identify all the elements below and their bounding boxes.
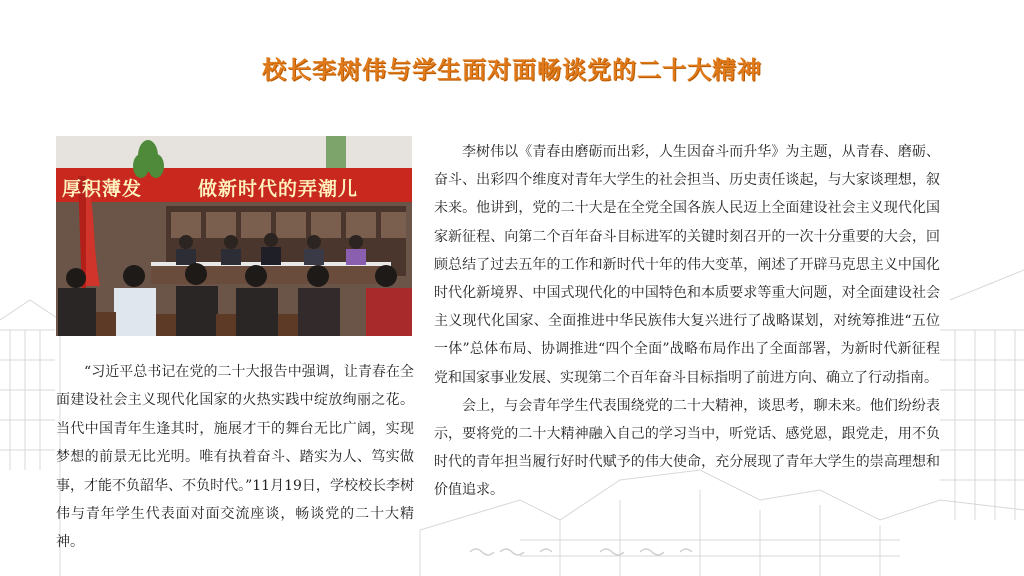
- meeting-photo: [56, 136, 412, 336]
- right-paragraph-1: 李树伟以《青春由磨砺而出彩，人生因奋斗而升华》为主题，从青春、磨砺、奋斗、出彩四个维度对青年大学生的社会担当、历史责任谈起，与大家谈理想，叙未来。他讲到，党的二十大是在全党全国各族人民迈上全面建设社会主义现代化国家新征程、向第二个百年奋斗目标进军的关键时刻召开的一次十分重要的大会，回顾总结了过去五年的工作和新时代十年的伟大变革，阐述了开辟马克思主义中国化时代化新境界、中国式现代化的中国特色和本质要求等重大问题，对全面建设社会主义现代化国家、全面推进中华民族伟大复兴进行了战略谋划，对统筹推进“五位一体”总体布局、协调推进“四个全面”战略布局作出了全面部署，为新时代新征程党和国家事业发展、实现第二个百年奋斗目标指明了前进方向、确立了行动指南。: [434, 144, 940, 386]
- slide-title: 校长李树伟与学生面对面畅谈党的二十大精神: [262, 56, 762, 84]
- banner-text-left: 厚积薄发: [62, 178, 143, 200]
- right-paragraph-2: 会上，与会青年学生代表围绕党的二十大精神，谈思考，聊未来。他们纷纷表示，要将党的二十大精神融入自己的学习当中，听党话、感党恩，跟党走，用不负时代的青年担当履行好时代赋予的伟大使命，充分展现了青年大学生的崇高理想和价值追求。: [434, 397, 940, 499]
- banner-text-right: 做新时代的弄潮儿: [198, 178, 359, 200]
- left-paragraph: “习近平总书记在党的二十大报告中强调，让青春在全面建设社会主义现代化国家的火热实践中绽放绚丽之花。当代中国青年生逢其时，施展才干的舞台无比广阔，实现梦想的前景无比光明。唯有执着奋斗、踏实为人、笃实做事，才能不负韶华、不负时代。”11月19日，学校校长李树伟与青年学生代表面对面交流座谈，畅谈党的二十大精神。: [56, 364, 414, 551]
- right-text-block: [434, 138, 940, 505]
